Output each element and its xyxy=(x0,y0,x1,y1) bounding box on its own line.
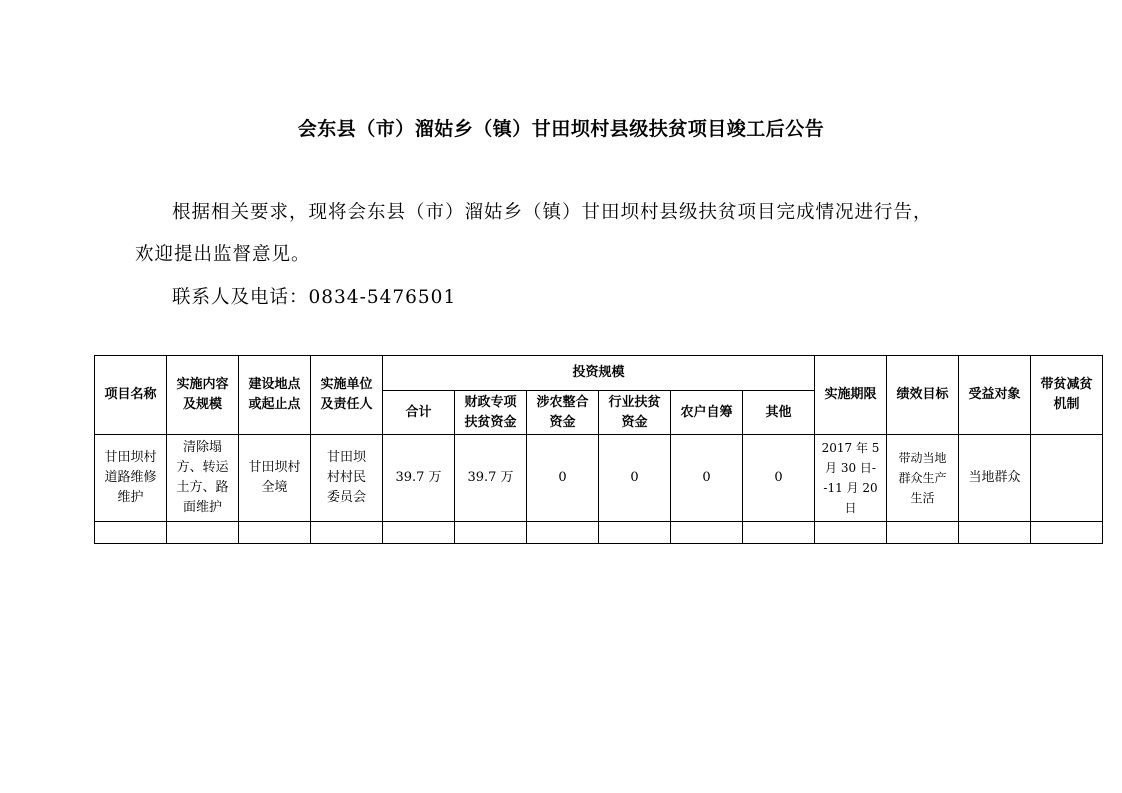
document-title: 会东县（市）溜姑乡（镇）甘田坝村县级扶贫项目竣工后公告 xyxy=(297,118,825,140)
cell-project-name: 甘田坝村道路维修维护 xyxy=(95,435,167,521)
header-content: 实施内容及规模 xyxy=(167,356,239,435)
empty-cell xyxy=(167,521,239,543)
cell-fiscal: 39.7 万 xyxy=(455,435,527,521)
cell-unit: 甘田坝村村民委员会 xyxy=(311,435,383,521)
header-industry: 行业扶贫资金 xyxy=(599,391,671,435)
empty-cell xyxy=(239,521,311,543)
empty-cell xyxy=(599,521,671,543)
cell-mechanism xyxy=(1031,435,1103,521)
empty-cell xyxy=(1031,521,1103,543)
empty-cell xyxy=(95,521,167,543)
header-fiscal: 财政专项扶贫资金 xyxy=(455,391,527,435)
header-farmer: 农户自筹 xyxy=(671,391,743,435)
paragraph-intro: 根据相关要求，现将会东县（市）溜姑乡（镇）甘田坝村县级扶贫项目完成情况进行告， xyxy=(172,202,933,223)
header-unit: 实施单位及责任人 xyxy=(311,356,383,435)
project-table xyxy=(94,355,1103,544)
header-beneficiary: 受益对象 xyxy=(959,356,1031,435)
cell-goal: 带动当地群众生产生活 xyxy=(887,435,959,521)
header-investment: 投资规模 xyxy=(383,356,815,391)
empty-cell xyxy=(455,521,527,543)
cell-total: 39.7 万 xyxy=(383,435,455,521)
header-mechanism: 带贫减贫机制 xyxy=(1031,356,1103,435)
empty-cell xyxy=(527,521,599,543)
header-project-name: 项目名称 xyxy=(95,356,167,435)
header-location: 建设地点或起止点 xyxy=(239,356,311,435)
empty-cell xyxy=(815,521,887,543)
cell-industry: 0 xyxy=(599,435,671,521)
empty-cell xyxy=(671,521,743,543)
cell-agri: 0 xyxy=(527,435,599,521)
paragraph-invite: 欢迎提出监督意见。 xyxy=(135,244,311,265)
cell-other: 0 xyxy=(743,435,815,521)
cell-beneficiary: 当地群众 xyxy=(959,435,1031,521)
empty-cell xyxy=(887,521,959,543)
cell-farmer: 0 xyxy=(671,435,743,521)
header-period: 实施期限 xyxy=(815,356,887,435)
cell-content: 清除塌方、转运土方、路面维护 xyxy=(167,435,239,521)
header-goal: 绩效目标 xyxy=(887,356,959,435)
empty-cell xyxy=(311,521,383,543)
header-other: 其他 xyxy=(743,391,815,435)
empty-cell xyxy=(383,521,455,543)
header-agri: 涉农整合资金 xyxy=(527,391,599,435)
cell-period: 2017 年 5 月 30 日--11 月 20 日 xyxy=(815,435,887,521)
header-total: 合计 xyxy=(383,391,455,435)
cell-location: 甘田坝村全境 xyxy=(239,435,311,521)
empty-cell xyxy=(743,521,815,543)
contact-line: 联系人及电话：0834-5476501 xyxy=(172,287,457,308)
empty-cell xyxy=(959,521,1031,543)
